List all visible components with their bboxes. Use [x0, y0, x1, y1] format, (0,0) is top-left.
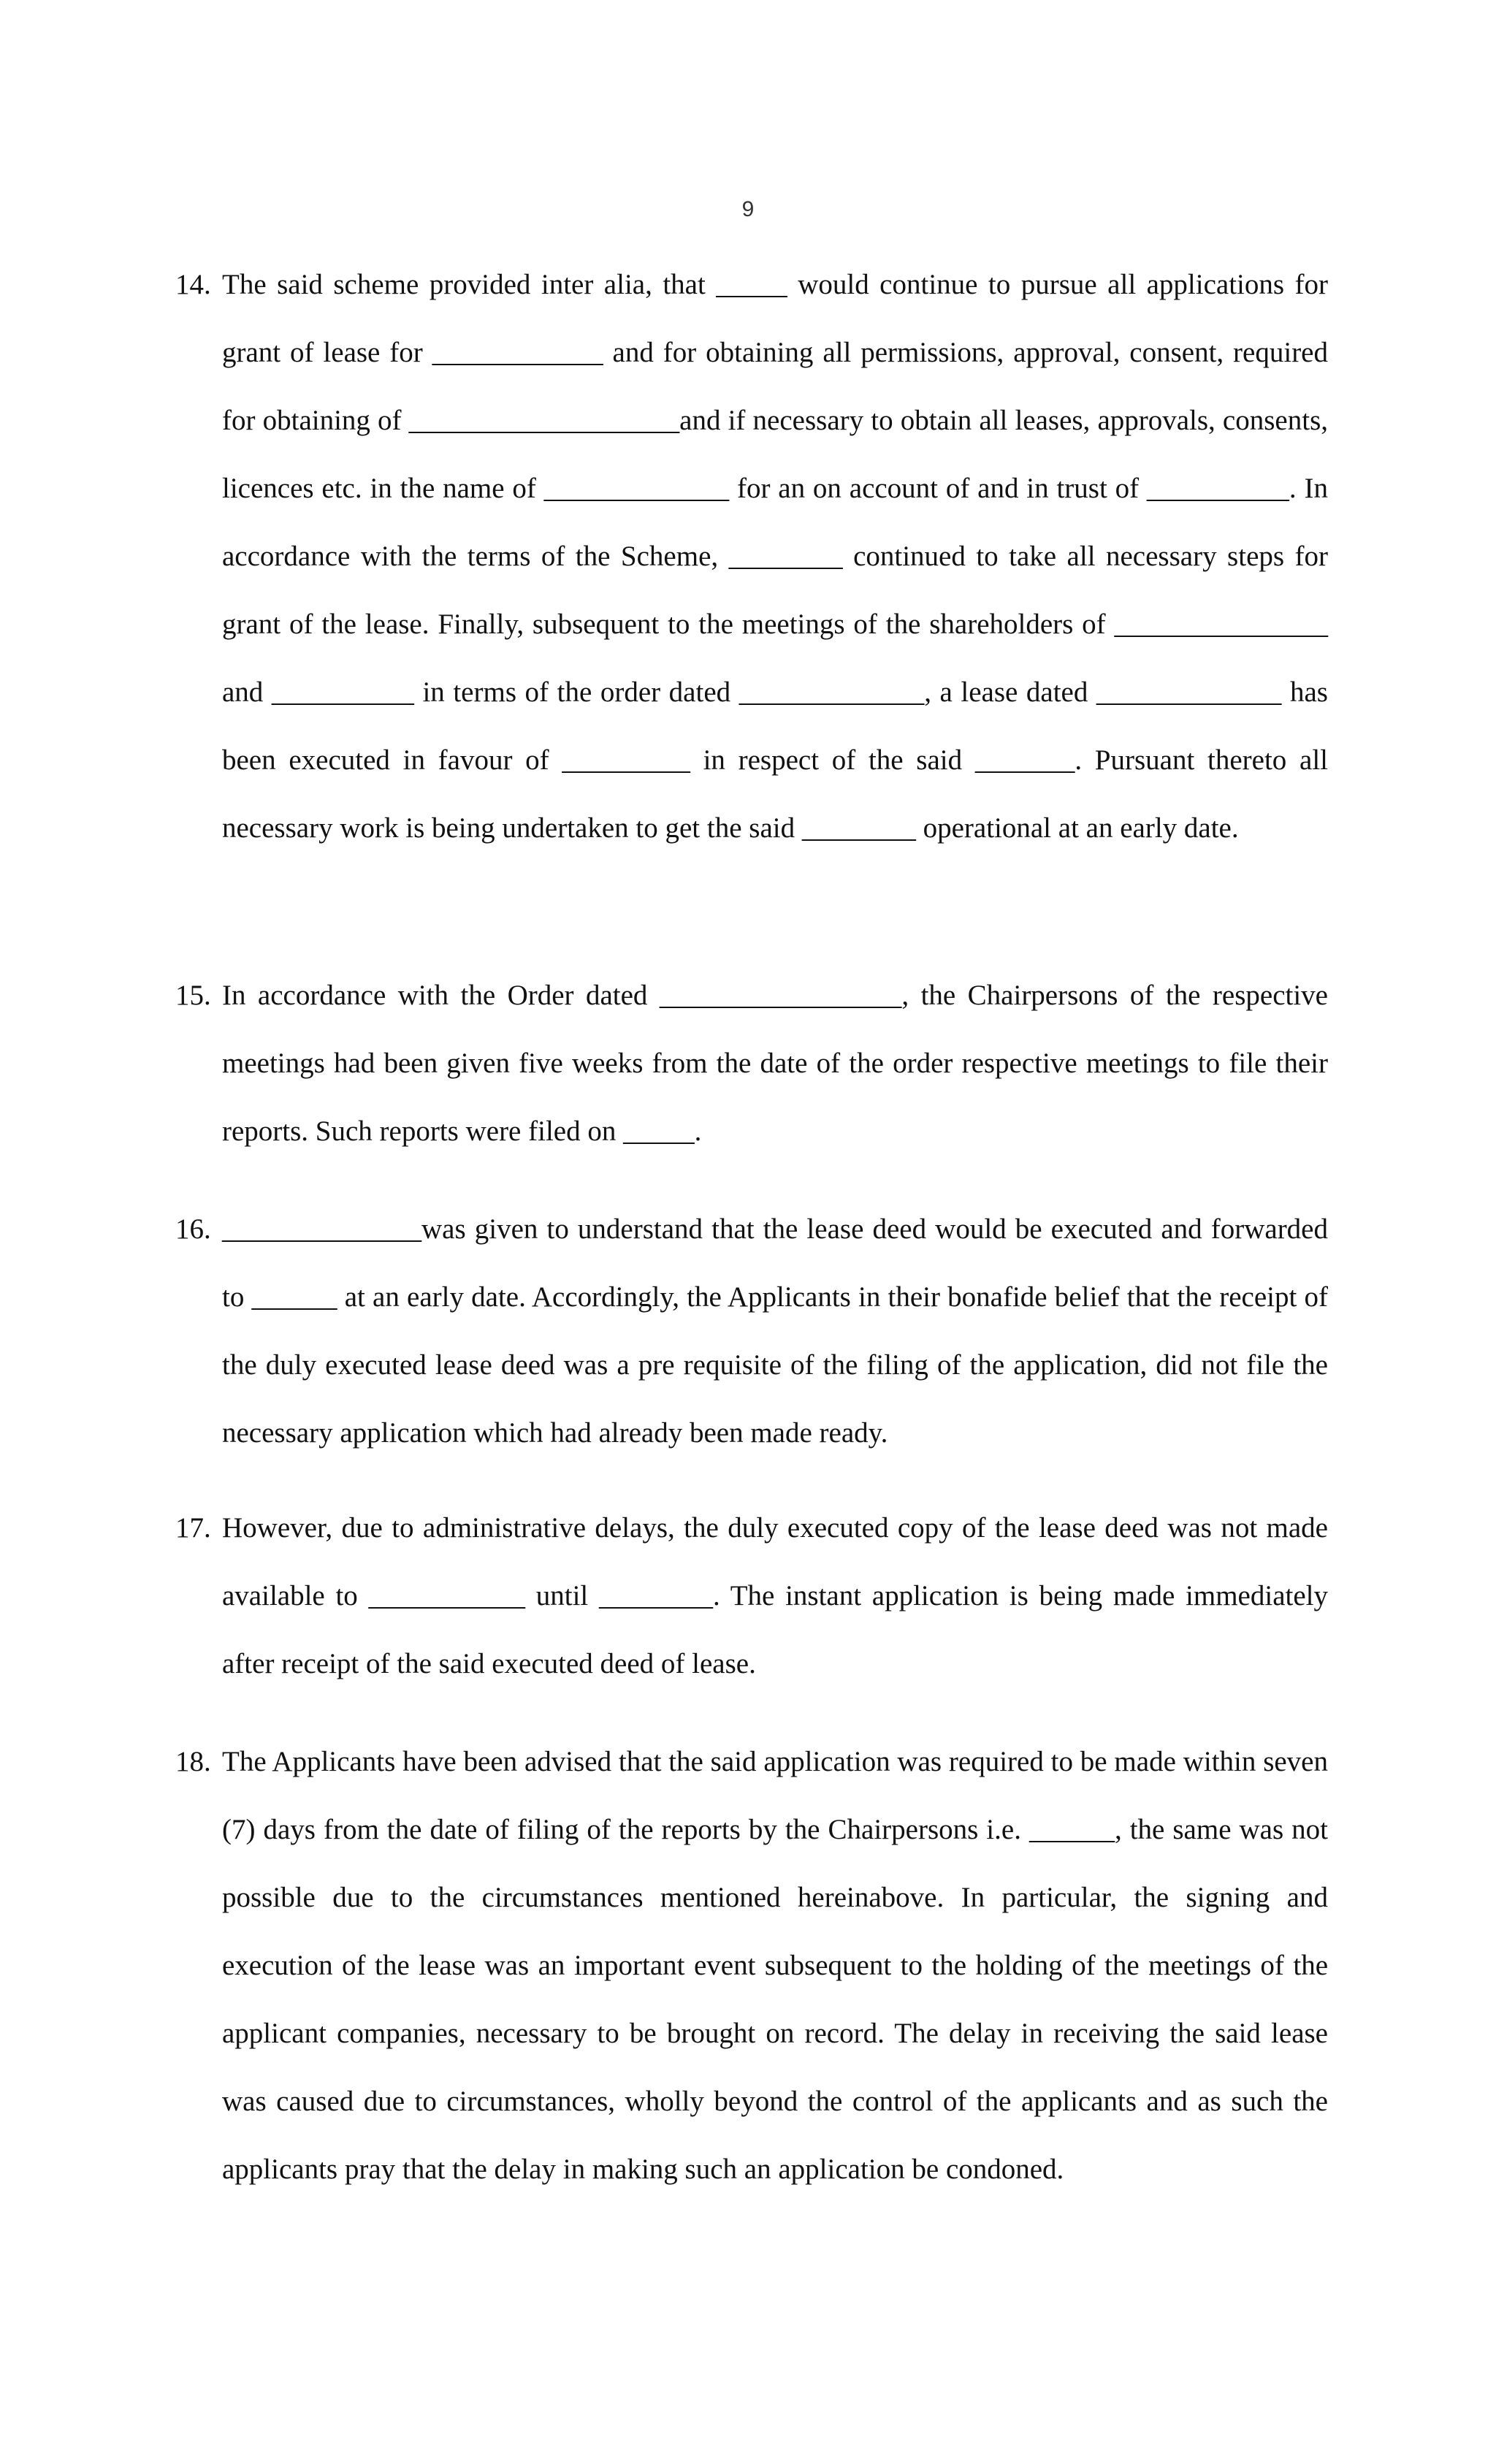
- paragraph-number: 18.: [175, 1746, 211, 1777]
- paragraph-15: [175, 961, 1328, 1165]
- paragraph-text: However, due to administrative delays, the duly executed copy of the lease deed was not made available to ___________ until ________. The instant application is being made immediately after receipt of the said executed deed of lease.: [222, 1512, 1328, 1679]
- paragraph-number: 16.: [175, 1213, 211, 1245]
- paragraph-16: [175, 1195, 1328, 1467]
- paragraph-text: The Applicants have been advised that the said application was required to be made within seven (7) days from the date of filing of the reports by the Chairpersons i.e. ______, the same was not possible due to the circumstances mentioned hereinabove. In particular, the signing and execution of the lease was an important event subsequent to the holding of the meetings of the applicant companies, necessary to be brought on record. The delay in receiving the said lease was caused due to circumstances, wholly beyond the control of the applicants and as such the applicants pray that the delay in making such an application be condoned.: [222, 1746, 1328, 2185]
- paragraph-text: The said scheme provided inter alia, that _____ would continue to pursue all applications for grant of lease for ____________ and for obtaining all permissions, approval, consent, required for obtaining of ___________________and if necessary to obtain all leases, approvals, consents, licences etc. in the name of _____________ for an on account of and in trust of __________. In accordance with the terms of the Scheme, ________ continued to take all necessary steps for grant of the lease. Finally, subsequent to the meetings of the shareholders of _______________ and __________ in terms of the order dated _____________, a lease dated _____________ has been executed in favour of _________ in respect of the said _______. Pursuant thereto all necessary work is being undertaken to get the said ________ operational at an early date.: [222, 269, 1328, 844]
- paragraph-number: 14.: [175, 269, 211, 300]
- page-number: 9: [741, 197, 755, 221]
- paragraph-18: [175, 1728, 1328, 2203]
- paragraph-text: In accordance with the Order dated _________________, the Chairpersons of the respective meetings had been given five weeks from the date of the order respective meetings to file their reports. Such reports were filed on _____.: [222, 980, 1328, 1147]
- paragraph-14: [175, 251, 1328, 862]
- paragraph-number: 17.: [175, 1512, 211, 1544]
- paragraph-text: ______________was given to understand that the lease deed would be executed and forwarded to ______ at an early date. Accordingly, the Applicants in their bonafide belief that the receipt of the duly executed lease deed was a pre requisite of the filing of the application, did not file the necessary application which had already been made ready.: [222, 1213, 1328, 1449]
- paragraph-17: [175, 1494, 1328, 1698]
- paragraph-number: 15.: [175, 980, 211, 1011]
